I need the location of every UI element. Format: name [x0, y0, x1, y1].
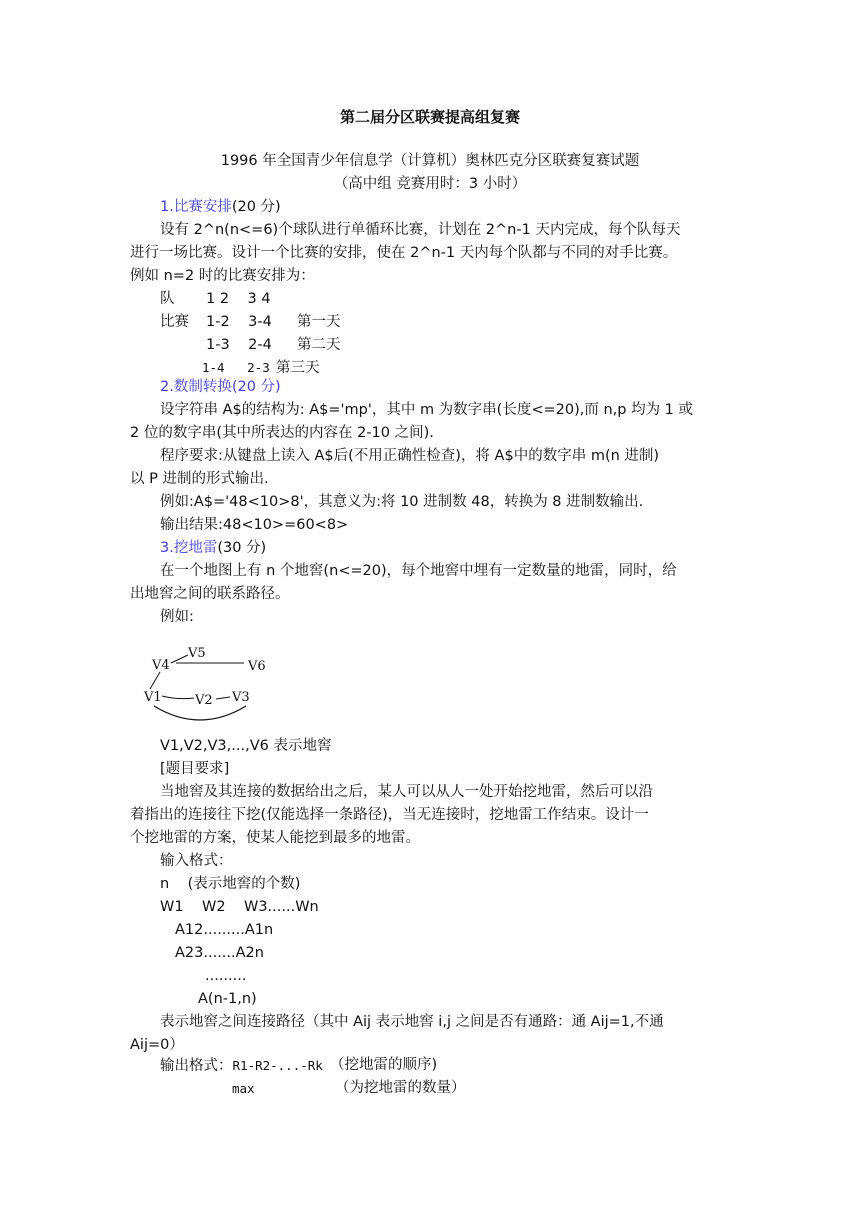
problem-1-link[interactable]: 1.比赛安排 [160, 199, 232, 215]
node-v1: V1 [144, 690, 162, 705]
node-v6: V6 [248, 659, 266, 674]
document-subtitle: 1996 年全国青少年信息学（计算机）奥林匹克分区联赛复赛试题 [220, 153, 640, 169]
document-title: 第二届分区联赛提高组复赛 [339, 108, 520, 126]
schedule-day3-pairs: 1-4 2-3 [202, 360, 270, 375]
problem-3-line: 在一个地图上有 n 个地窖(n<=20)，每个地窖中埋有一定数量的地雷，同时，给 [160, 563, 677, 579]
schedule-day1-pairs: 1-2 3-4 [206, 314, 272, 330]
problem-2-heading[interactable]: 2.数制转换(20 分) [160, 379, 281, 395]
cave-graph-diagram [140, 640, 280, 730]
problem-3-score: (30 分) [217, 540, 267, 556]
node-v4: V4 [152, 658, 170, 673]
problem-2-line: 以 P 进制的形式输出. [130, 471, 269, 487]
edge-v2-v3 [216, 697, 230, 699]
requirements-heading: [题目要求] [160, 761, 230, 777]
problem-2-line: 例如:A$='48<10>8'，其意义为:将 10 进制数 48，转换为 8 进制数输出. [160, 494, 644, 510]
output-format-sequence: R1-R2-...-Rk [232, 1058, 323, 1073]
edge-v4-v5 [171, 655, 188, 663]
output-format-row [160, 1054, 323, 1078]
node-v5: V5 [188, 646, 206, 661]
output-format-label: 输出格式： [160, 1058, 233, 1074]
output-format-max-desc: （为挖地雷的数量） [335, 1080, 466, 1096]
problem-1-heading [160, 196, 281, 219]
problem-2-line: 程序要求:从键盘上读入 A$后(不用正确性检查)，将 A$中的数字串 m(n 进制) [160, 448, 660, 464]
problem-3-line: 出地窖之间的联系路径。 [130, 586, 290, 602]
problem-2-line: 输出结果:48<10>=60<8> [160, 517, 349, 533]
edge-v4-v1 [150, 672, 160, 689]
schedule-team-label: 队 [160, 291, 175, 307]
schedule-day2-label: 第二天 [297, 337, 341, 353]
input-format-n: n (表示地窖的个数) [160, 876, 301, 892]
problem-2-line: 设字符串 A$的结构为: A$='mp'，其中 m 为数字串(长度<=20),而 n,p 均为 1 或 [160, 402, 694, 418]
input-format-a12: A12.........A1n [175, 922, 274, 938]
document-subtitle-duration: （高中组 竞赛用时：3 小时） [333, 176, 527, 192]
node-v2: V2 [195, 693, 213, 708]
schedule-match-label: 比赛 [160, 314, 189, 330]
node-v3: V3 [232, 690, 250, 705]
schedule-day2-pairs: 1-3 2-4 [206, 337, 272, 353]
input-format-dots: ......... [205, 968, 247, 984]
problem-3-line: 例如: [160, 609, 194, 625]
problem-1-line: 例如 n=2 时的比赛安排为： [130, 268, 315, 284]
problem-1-line: 进行一场比赛。设计一个比赛的安排，使在 2^n-1 天内每个队都与不同的对手比赛。 [130, 245, 678, 261]
input-format-weights: W1 W2 W3......Wn [160, 899, 319, 915]
schedule-day3-label: 第三天 [276, 360, 320, 376]
output-format-max: max [232, 1081, 255, 1096]
input-format-a23: A23.......A2n [175, 945, 264, 961]
requirements-line: 个挖地雷的方案，使某人能挖到最多的地雷。 [130, 830, 420, 846]
input-format-heading: 输入格式： [160, 853, 233, 869]
schedule-day1-label: 第一天 [297, 314, 341, 330]
problem-1-score: (20 分) [231, 199, 281, 215]
output-format-sequence-desc: （挖地雷的顺序) [330, 1057, 438, 1073]
path-description-line: Aij=0） [130, 1037, 184, 1053]
problem-2-line: 2 位的数字串(其中所表达的内容在 2-10 之间). [130, 425, 434, 441]
schedule-team-values: 1 2 3 4 [206, 291, 271, 307]
requirements-line: 当地窖及其连接的数据给出之后，某人可以从人一处开始挖地雷，然后可以沿 [160, 784, 653, 800]
input-format-last: A(n-1,n) [198, 991, 257, 1007]
problem-3-link[interactable]: 3.挖地雷 [160, 540, 218, 556]
requirements-line: 着指出的连接往下挖(仅能选择一条路径)，当无连接时，挖地雷工作结束。设计一 [130, 807, 649, 823]
edge-v1-v3 [154, 706, 246, 720]
path-description-line: 表示地窖之间连接路径（其中 Aij 表示地窖 i,j 之间是否有通路：通 Aij=1,不通 [160, 1014, 664, 1030]
edge-v1-v2 [162, 696, 194, 699]
problem-3-heading [160, 537, 266, 560]
problem-1-line: 设有 2^n(n<=6)个球队进行单循环比赛，计划在 2^n-1 天内完成，每个队每天 [160, 222, 681, 238]
graph-caption: V1,V2,V3,...,V6 表示地窖 [160, 738, 332, 754]
